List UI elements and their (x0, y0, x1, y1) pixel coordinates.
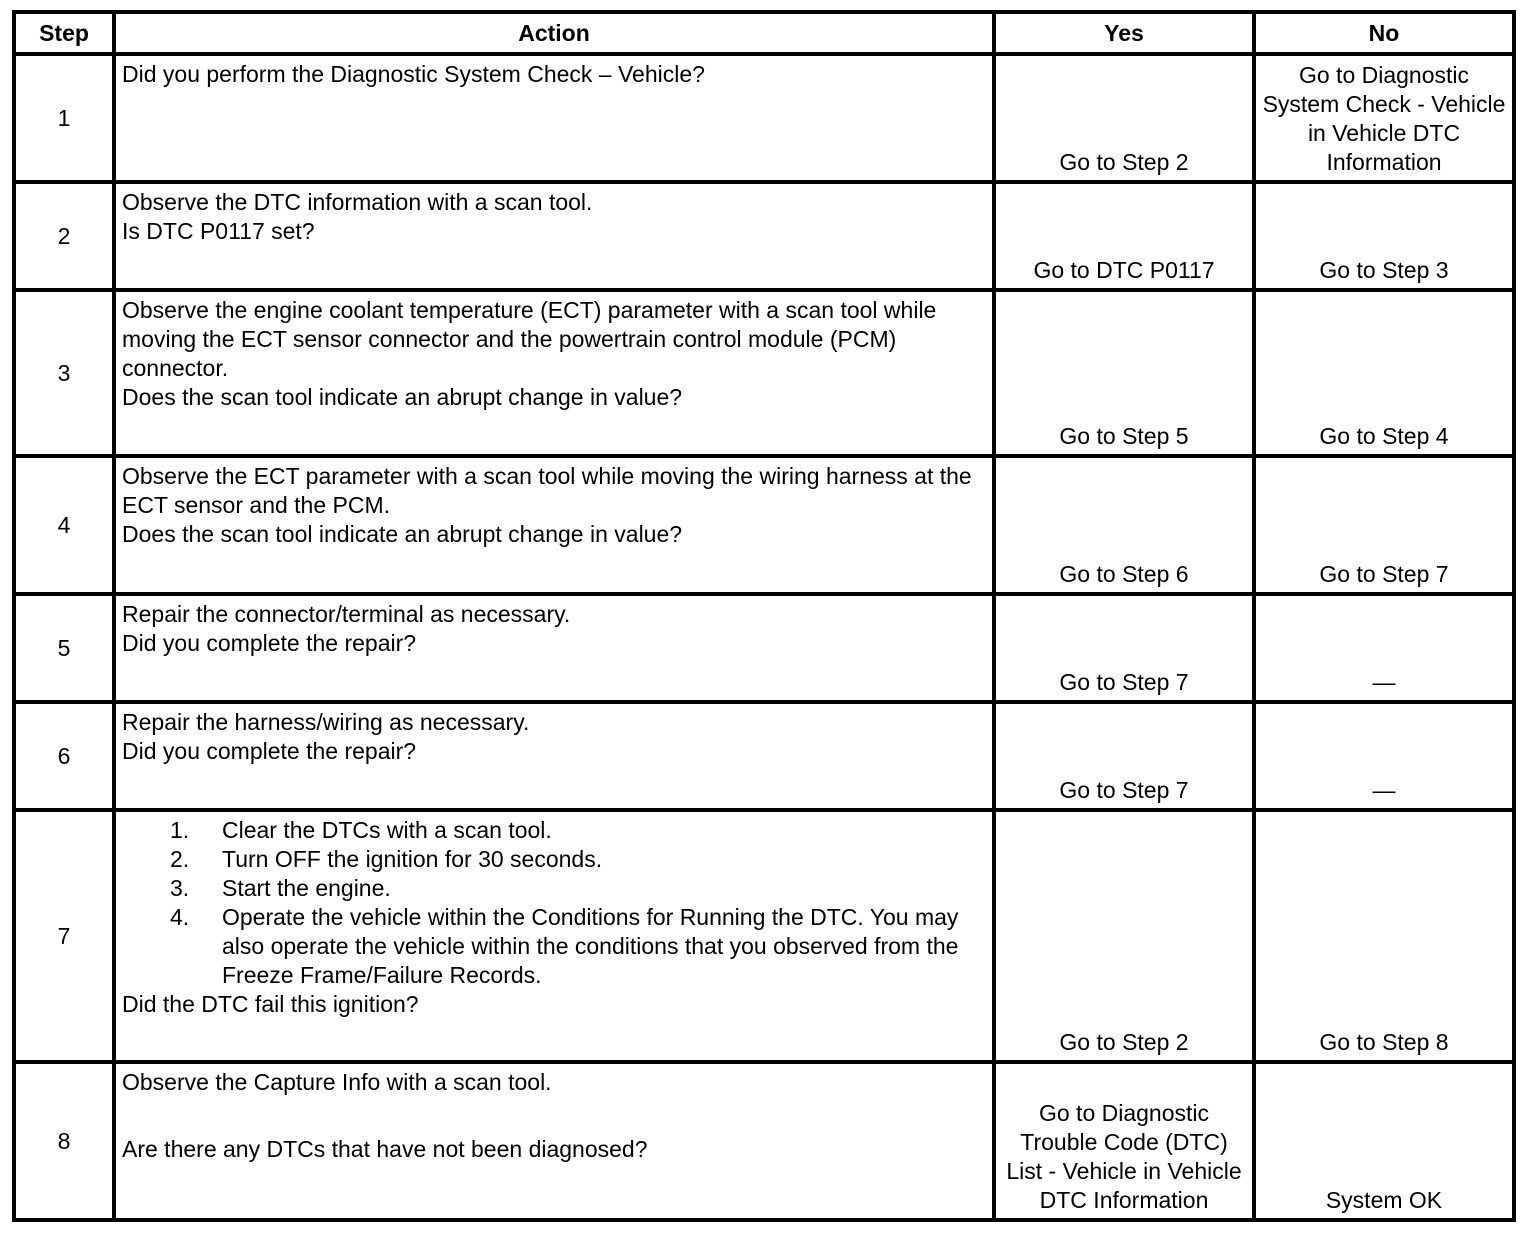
action-question: Is DTC P0117 set? (122, 218, 315, 244)
yes-result: Go to Step 2 (1059, 149, 1189, 175)
action-text: Repair the connector/terminal as necessary. (122, 601, 571, 627)
header-yes: Yes (994, 12, 1254, 54)
table-row (14, 182, 1514, 290)
step-number: 4 (14, 456, 114, 594)
yes-cell (994, 290, 1254, 456)
no-cell (1254, 594, 1514, 702)
header-row (14, 12, 1514, 54)
yes-result: Go to Step 6 (1059, 561, 1189, 587)
action-question: Does the scan tool indicate an abrupt change in value? (122, 521, 683, 547)
no-result: — (1372, 777, 1396, 803)
action-text: Observe the DTC information with a scan tool. (122, 189, 593, 215)
table-row (14, 456, 1514, 594)
action-text: Observe the ECT parameter with a scan tool while moving the wiring harness at the ECT sensor and the PCM. (122, 463, 979, 518)
action-cell (114, 1062, 994, 1220)
list-item-text: Turn OFF the ignition for 30 seconds. (222, 846, 603, 872)
no-result: Go to Step 8 (1319, 1029, 1449, 1055)
list-item-number: 4. (170, 904, 190, 930)
list-item-number: 2. (170, 846, 190, 872)
step-number: 7 (14, 810, 114, 1062)
list-item-text: Clear the DTCs with a scan tool. (222, 817, 552, 843)
table-row (14, 810, 1514, 1062)
no-result: Go to Step 7 (1319, 561, 1449, 587)
table-row (14, 54, 1514, 182)
action-cell (114, 54, 994, 182)
yes-result: Go to Step 5 (1059, 423, 1189, 449)
step-number: 5 (14, 594, 114, 702)
header-no: No (1254, 12, 1514, 54)
action-text: Did you perform the Diagnostic System Check – Vehicle? (122, 61, 705, 87)
action-cell (114, 182, 994, 290)
no-cell (1254, 54, 1514, 182)
action-question: Did you complete the repair? (122, 630, 417, 656)
yes-cell (994, 702, 1254, 810)
header-step: Step (14, 12, 114, 54)
step-number: 8 (14, 1062, 114, 1220)
action-question: Does the scan tool indicate an abrupt change in value? (122, 384, 683, 410)
list-item (122, 903, 986, 990)
yes-result: Go to Step 7 (1059, 669, 1189, 695)
yes-cell (994, 1062, 1254, 1220)
list-item-number: 3. (170, 875, 190, 901)
yes-cell (994, 810, 1254, 1062)
action-cell (114, 290, 994, 456)
no-cell (1254, 1062, 1514, 1220)
action-cell (114, 456, 994, 594)
action-cell (114, 810, 994, 1062)
no-cell (1254, 456, 1514, 594)
yes-result: Go to Step 2 (1059, 1029, 1189, 1055)
step-number: 2 (14, 182, 114, 290)
step-number: 3 (14, 290, 114, 456)
procedure-list (122, 816, 986, 990)
table-row (14, 702, 1514, 810)
list-item-number: 1. (170, 817, 190, 843)
yes-cell (994, 182, 1254, 290)
no-cell (1254, 182, 1514, 290)
step-number: 6 (14, 702, 114, 810)
list-item (122, 874, 986, 903)
action-question: Did you complete the repair? (122, 738, 417, 764)
yes-cell (994, 456, 1254, 594)
table-row (14, 290, 1514, 456)
table-row (14, 1062, 1514, 1220)
list-item-text: Operate the vehicle within the Conditions for Running the DTC. You may also operate the vehicle within the conditions that you observed from the Freeze Frame/Failure Records. (222, 904, 959, 988)
no-cell (1254, 290, 1514, 456)
no-result: System OK (1325, 1187, 1443, 1213)
action-cell (114, 594, 994, 702)
yes-cell (994, 54, 1254, 182)
no-cell (1254, 702, 1514, 810)
no-result: Go to Diagnostic System Check - Vehicle in Vehicle DTC Information (1262, 62, 1512, 175)
no-result: Go to Step 3 (1319, 257, 1449, 283)
action-question: Are there any DTCs that have not been diagnosed? (122, 1136, 648, 1162)
action-text: Observe the Capture Info with a scan tool. (122, 1069, 552, 1095)
action-question: Did the DTC fail this ignition? (122, 991, 419, 1017)
no-result: — (1372, 669, 1396, 695)
action-text: Observe the engine coolant temperature (ECT) parameter with a scan tool while moving the ECT sensor connector and the powertrain control module (PCM) connector. (122, 297, 943, 381)
no-result: Go to Step 4 (1319, 423, 1449, 449)
header-action: Action (114, 12, 994, 54)
table-row (14, 594, 1514, 702)
diagnostic-table (12, 10, 1516, 1222)
yes-cell (994, 594, 1254, 702)
yes-result: Go to Diagnostic Trouble Code (DTC) List - Vehicle in Vehicle DTC Information (1006, 1100, 1249, 1213)
list-item (122, 816, 986, 845)
no-cell (1254, 810, 1514, 1062)
action-text: Repair the harness/wiring as necessary. (122, 709, 530, 735)
yes-result: Go to Step 7 (1059, 777, 1189, 803)
step-number: 1 (14, 54, 114, 182)
action-cell (114, 702, 994, 810)
list-item-text: Start the engine. (222, 875, 391, 901)
list-item (122, 845, 986, 874)
yes-result: Go to DTC P0117 (1033, 257, 1215, 283)
